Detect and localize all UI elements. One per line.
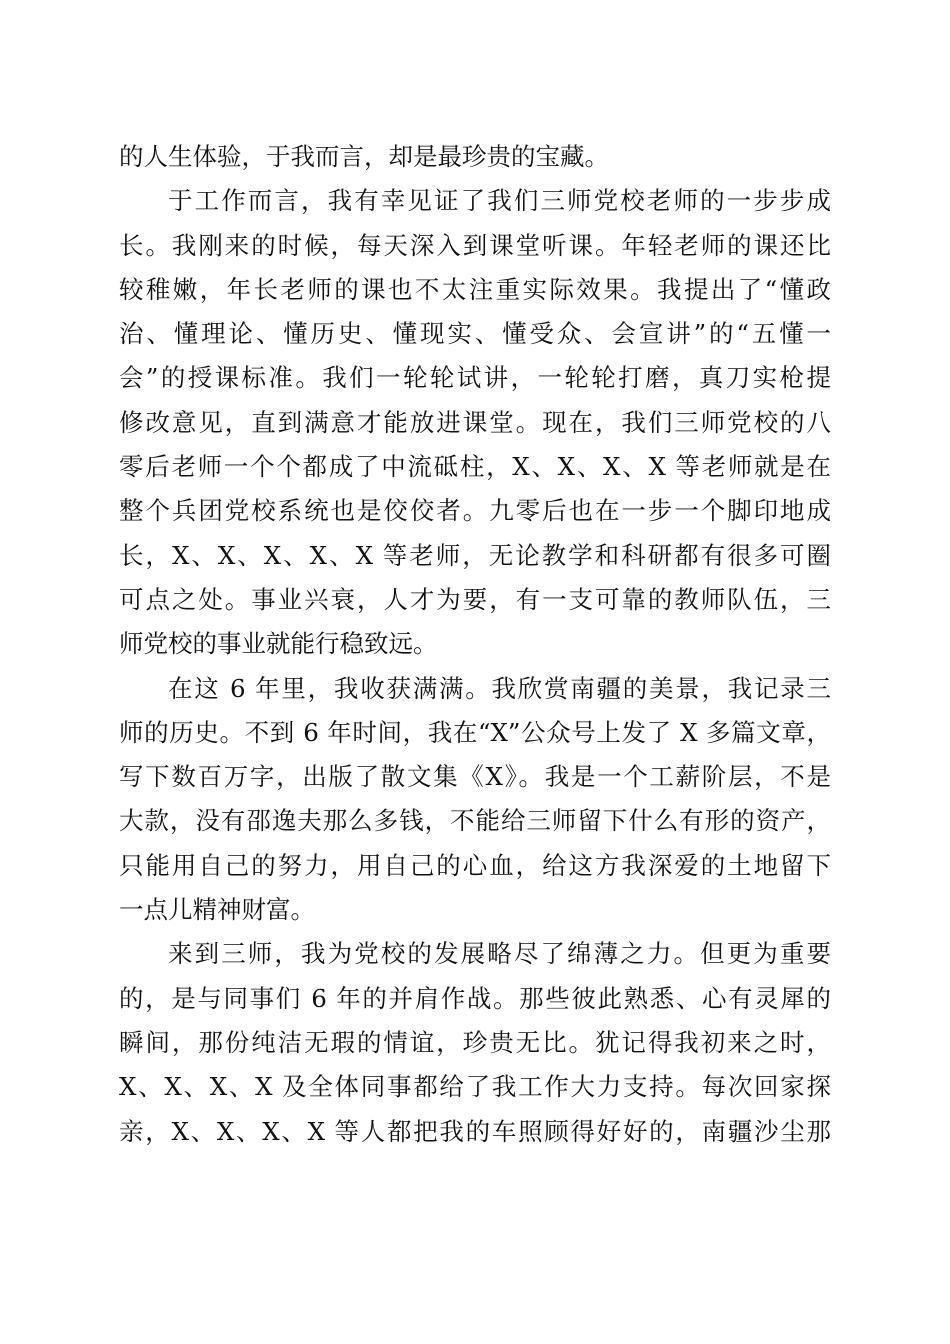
text-line: 一点儿精神财富。 bbox=[119, 895, 315, 925]
text-line: 长，X、X、X、X、X 等老师，无论教学和科研都有很多可圈 bbox=[119, 540, 831, 570]
text-line: 的人生体验，于我而言，却是最珍贵的宝藏。 bbox=[119, 142, 609, 171]
text-line: 师党校的事业就能行稳致远。 bbox=[119, 629, 438, 659]
text-line: 师的历史。不到 6 年时间，我在“X”公众号上发了 X 多篇文章， bbox=[119, 717, 831, 747]
text-line: 写下数百万字，出版了散文集《X》。我是一个工薪阶层，不是 bbox=[119, 762, 831, 792]
text-line: 修改意见，直到满意才能放进课堂。现在，我们三师党校的八 bbox=[119, 407, 831, 437]
text-line: 可点之处。事业兴衰，人才为要，有一支可靠的教师队伍，三 bbox=[119, 584, 831, 614]
text-line: 较稚嫩，年长老师的课也不太注重实际效果。我提出了“懂政 bbox=[119, 274, 831, 304]
text-line: X、X、X、X 及全体同事都给了我工作大力支持。每次回家探 bbox=[119, 1072, 831, 1102]
text-line: 零后老师一个个都成了中流砥柱，X、X、X、X 等老师就是在 bbox=[119, 452, 831, 482]
text-line: 整个兵团党校系统也是佼佼者。九零后也在一步一个脚印地成 bbox=[119, 496, 831, 526]
text-line: 治、懂理论、懂历史、懂现实、懂受众、会宣讲”的“五懂一 bbox=[119, 319, 831, 349]
text-line: 长。我刚来的时候，每天深入到课堂听课。年轻老师的课还比 bbox=[119, 230, 831, 260]
paragraph-first-line: 在这 6 年里，我收获满满。我欣赏南疆的美景，我记录三 bbox=[168, 673, 831, 703]
text-line: 瞬间，那份纯洁无瑕的情谊，珍贵无比。犹记得我初来之时， bbox=[119, 1027, 831, 1057]
text-line: 会”的授课标准。我们一轮轮试讲，一轮轮打磨，真刀实枪提 bbox=[119, 363, 831, 393]
paragraph-first-line: 于工作而言，我有幸见证了我们三师党校老师的一步步成 bbox=[168, 186, 831, 216]
text-line: 的，是与同事们 6 年的并肩作战。那些彼此熟悉、心有灵犀的 bbox=[119, 983, 831, 1013]
text-line: 亲，X、X、X、X 等人都把我的车照顾得好好的，南疆沙尘那 bbox=[119, 1116, 831, 1146]
body-text bbox=[119, 135, 831, 1154]
paragraph-first-line: 来到三师，我为党校的发展略尽了绵薄之力。但更为重要 bbox=[168, 939, 831, 969]
text-line: 大款，没有邵逸夫那么多钱，不能给三师留下什么有形的资产， bbox=[119, 806, 831, 836]
text-line: 只能用自己的努力，用自己的心血，给这方我深爱的土地留下 bbox=[119, 850, 831, 880]
